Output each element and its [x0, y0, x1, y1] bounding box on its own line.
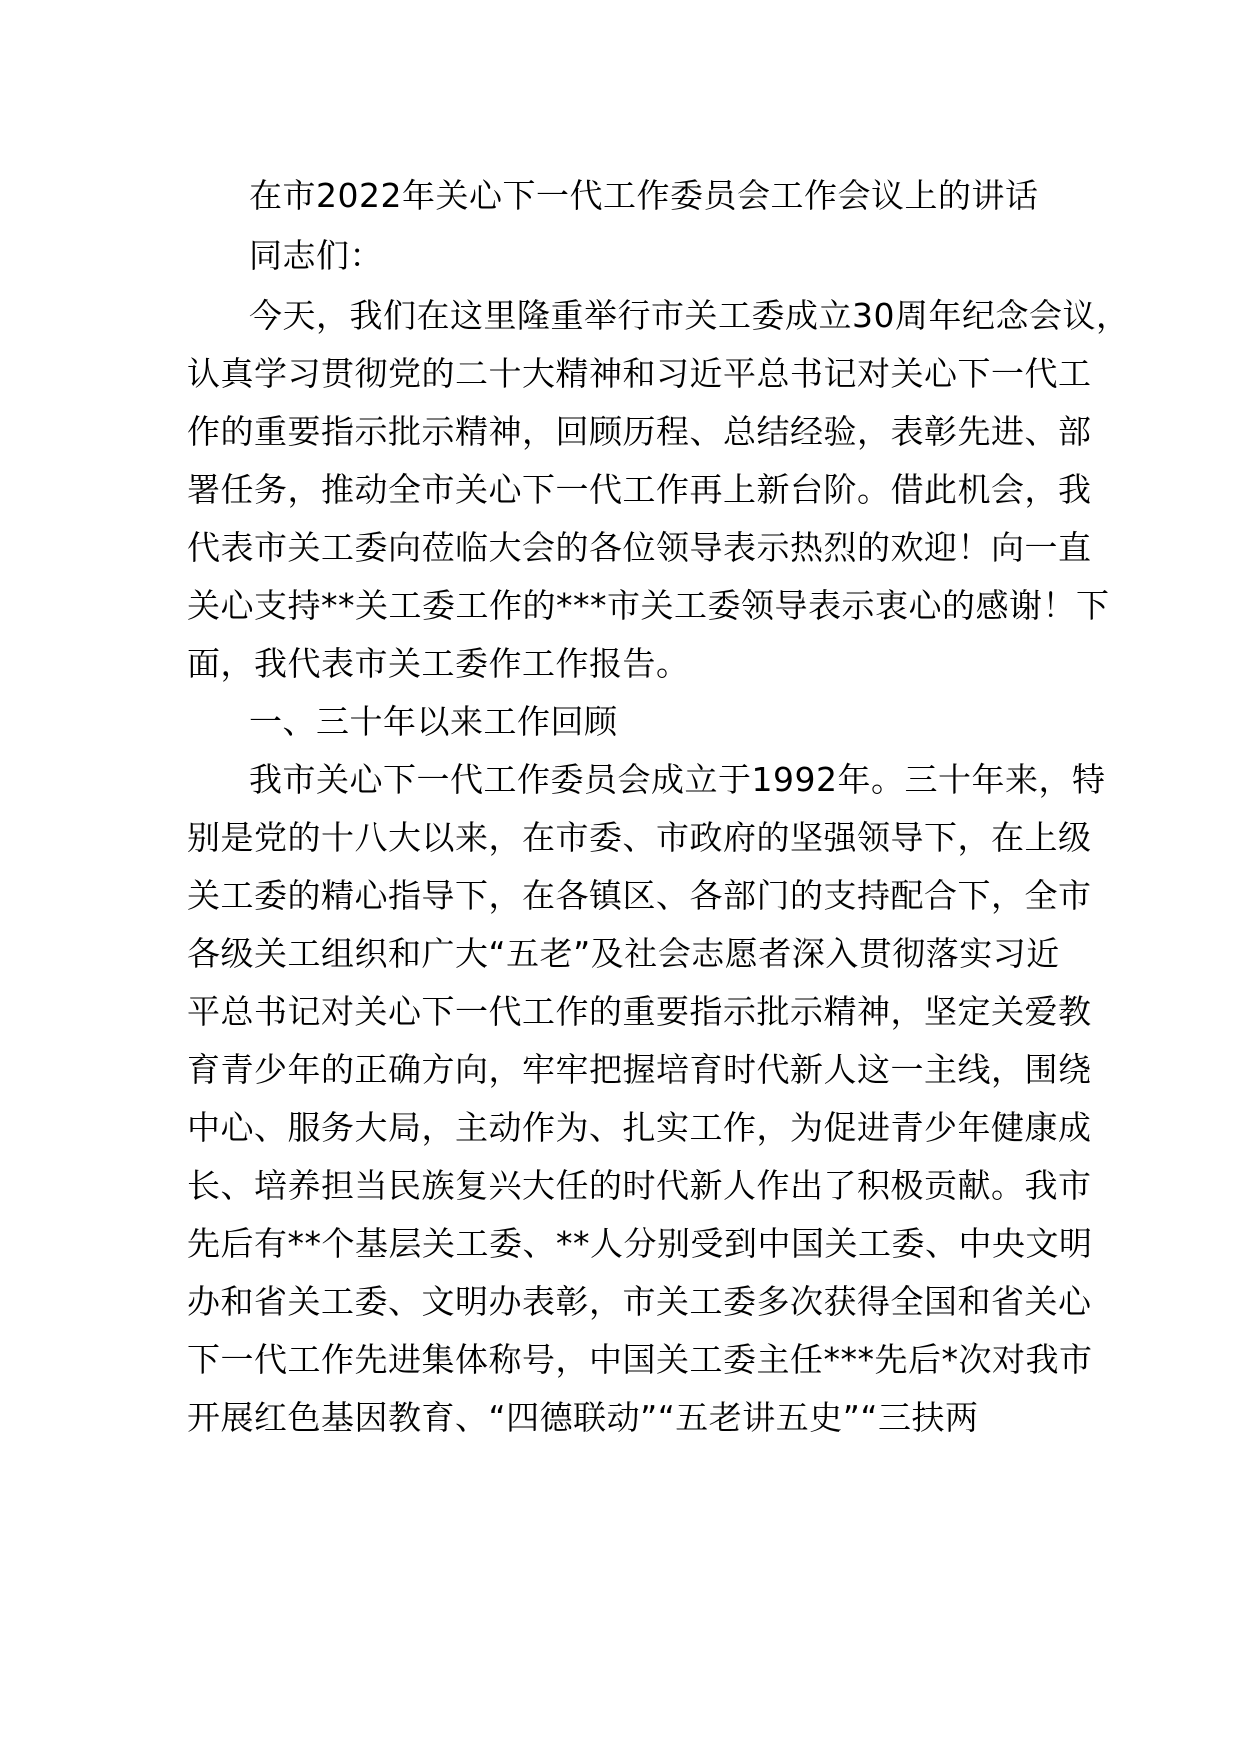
paragraph-line: 今天，我们在这里隆重举行市关工委成立30周年纪念会议，	[249, 296, 1130, 335]
paragraph-line: 我市关心下一代工作委员会成立于1992年。三十年来，特	[249, 760, 1106, 799]
paragraph-line: 面，我代表市关工委作工作报告。	[187, 644, 690, 683]
paragraph-line: 长、培养担当民族复兴大任的时代新人作出了积极贡献。我市	[187, 1166, 1092, 1205]
paragraph-line: 作的重要指示批示精神，回顾历程、总结经验，表彰先进、部	[187, 412, 1092, 451]
paragraph-line: 认真学习贯彻党的二十大精神和习近平总书记对关心下一代工	[187, 354, 1092, 393]
salutation: 同志们：	[249, 236, 383, 275]
paragraph-line: 署任务，推动全市关心下一代工作再上新台阶。借此机会，我	[187, 470, 1092, 509]
paragraph-line: 关工委的精心指导下，在各镇区、各部门的支持配合下，全市	[187, 876, 1092, 915]
paragraph-line: 下一代工作先进集体称号，中国关工委主任***先后*次对我市	[187, 1340, 1093, 1379]
document-title: 在市2022年关心下一代工作委员会工作会议上的讲话	[249, 176, 1039, 215]
paragraph-line: 育青少年的正确方向，牢牢把握培育时代新人这一主线，围绕	[187, 1050, 1092, 1089]
paragraph-line: 代表市关工委向莅临大会的各位领导表示热烈的欢迎！向一直	[187, 528, 1092, 567]
paragraph-line: 中心、服务大局，主动作为、扎实工作，为促进青少年健康成	[187, 1108, 1092, 1147]
paragraph-line: 各级关工组织和广大“五老”及社会志愿者深入贯彻落实习近	[187, 934, 1060, 973]
paragraph-line: 平总书记对关心下一代工作的重要指示批示精神，坚定关爱教	[187, 992, 1092, 1031]
section-heading: 一、三十年以来工作回顾	[249, 702, 618, 741]
paragraph-line: 先后有**个基层关工委、**人分别受到中国关工委、中央文明	[187, 1224, 1093, 1263]
paragraph-line: 关心支持**关工委工作的***市关工委领导表示衷心的感谢！下	[187, 586, 1110, 625]
paragraph-line: 办和省关工委、文明办表彰，市关工委多次获得全国和省关心	[187, 1282, 1092, 1321]
paragraph-line: 开展红色基因教育、“四德联动”“五老讲五史”“三扶两	[187, 1398, 979, 1437]
paragraph-line: 别是党的十八大以来，在市委、市政府的坚强领导下，在上级	[187, 818, 1092, 857]
